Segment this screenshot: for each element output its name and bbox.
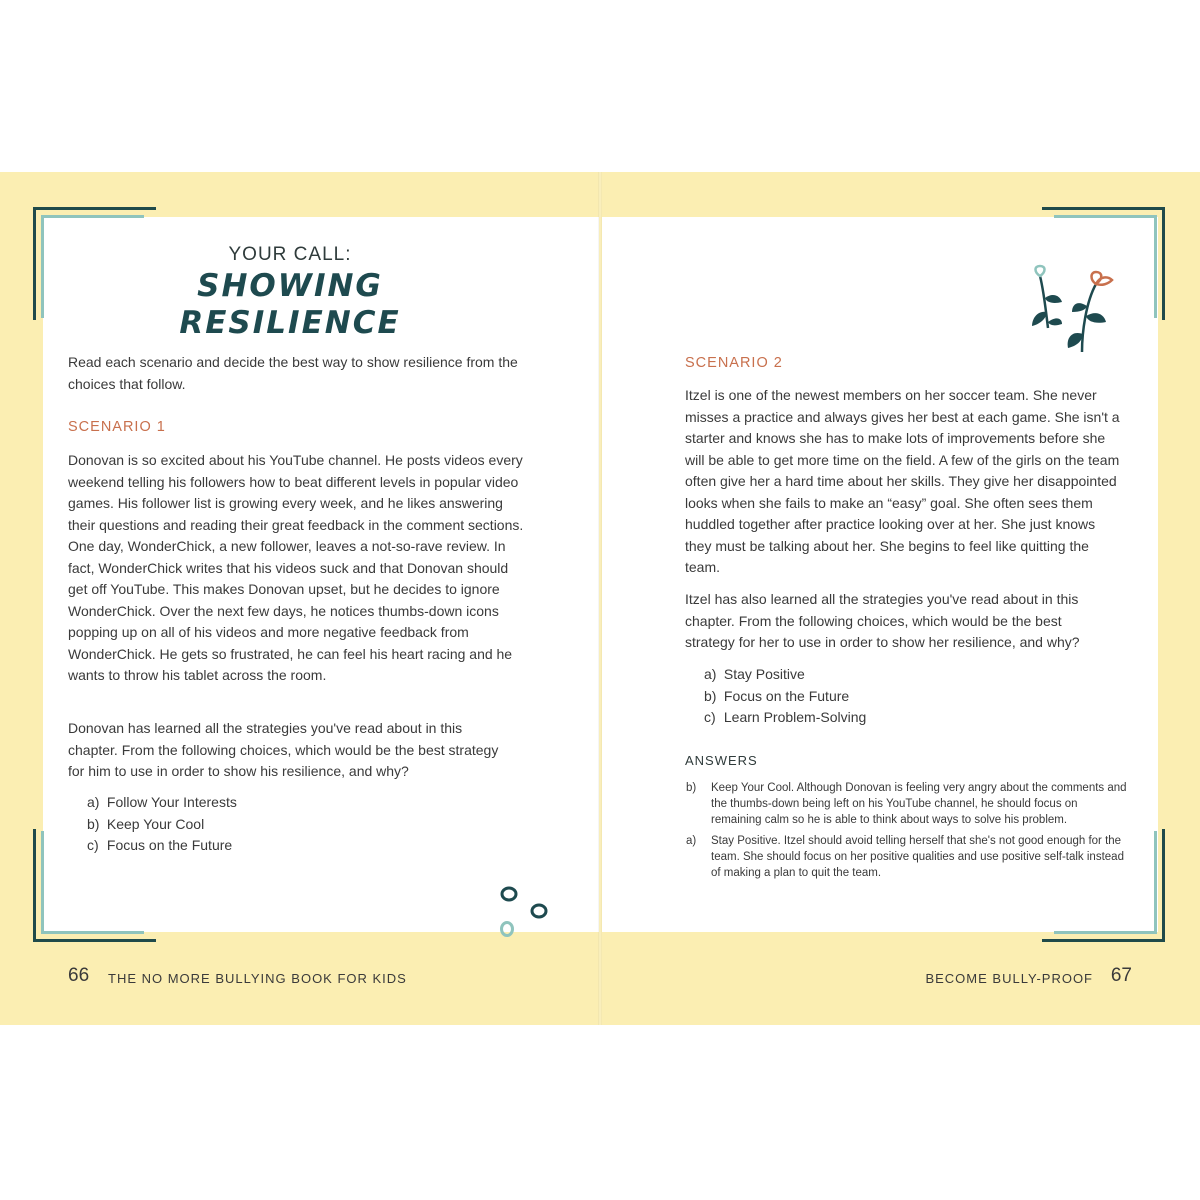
answers-heading: ANSWERS (685, 753, 758, 768)
answer-item: a) Stay Positive. Itzel should avoid telling herself that she's not good enough for the team. She should focus on her positive qualities and use positive self-talk instead of making a plan to quit the team. (686, 835, 1124, 879)
choice-item: a) Stay Positive (704, 666, 805, 682)
page-title-line-1: SHOWING (197, 268, 383, 304)
scenario-1-question: Donovan has learned all the strategies you've read about in this chapter. From the following choices, which would be the best strategy for him to use in order to show his resilience, and why? (68, 720, 499, 779)
flower-sprigs-icon (1020, 262, 1120, 358)
book-gutter (598, 172, 602, 1025)
scenario-1-heading: SCENARIO 1 (68, 419, 166, 435)
circles-doodle-icon (494, 882, 554, 942)
right-running-head: BECOME BULLY-PROOF (925, 971, 1093, 986)
choice-item: b) Keep Your Cool (87, 815, 205, 832)
section-kicker: YOUR CALL: (228, 244, 352, 265)
page-title-line-2: RESILIENCE (179, 305, 401, 341)
scenario-2-choices (704, 664, 866, 729)
choice-item: b) Focus on the Future (704, 687, 850, 704)
left-running-head: THE NO MORE BULLYING BOOK FOR KIDS (108, 971, 407, 986)
scenario-2-text: Itzel is one of the newest members on her soccer team. She never misses a practice and always gives her best at each game. She isn't a starter and knows she has to make lots of improvements before she will be able to get more time on the field. A few of the girls on the team often give her a hard time about her skills. They give her disappointed looks when she fails to make an “easy” goal. She often sees them huddled together after practice looking over at her. She just knows they must be talking about her. She begins to feel like quitting the team. (685, 387, 1120, 575)
left-page-number: 66 (68, 965, 90, 986)
choice-item: a) Follow Your Interests (87, 794, 237, 810)
answer-item: b) Keep Your Cool. Although Donovan is feeling very angry about the comments and the thumbs-down being left on his YouTube channel, he should focus on remaining calm so he is able to think about ways to solve his problem. (686, 782, 1127, 826)
answers-list (686, 780, 1131, 881)
scenario-2-heading: SCENARIO 2 (685, 355, 783, 371)
scenario-1-choices (87, 792, 237, 857)
intro-paragraph: Read each scenario and decide the best way to show resilience from the choices that follow. (68, 354, 518, 392)
choice-item: c) Focus on the Future (87, 837, 233, 853)
choice-item: c) Learn Problem-Solving (704, 709, 867, 725)
right-page-number: 67 (1110, 965, 1132, 986)
scenario-2-question: Itzel has also learned all the strategies you've read about in this chapter. From the following choices, which would be the best strategy for her to use in order to show her resilience, and why? (685, 591, 1080, 650)
scenario-1-text: Donovan is so excited about his YouTube channel. He posts videos every weekend telling his followers how to beat different levels in popular video games. His follower list is growing every week, and he likes answering their questions and reading their great feedback in the comment sections. One day, WonderChick, a new follower, leaves a not-so-rave review. In fact, WonderChick writes that his videos suck and that Donovan should get off YouTube. This makes Donovan upset, but he decides to ignore WonderChick. Over the next few days, he notices thumbs-down icons popping up on all of his videos and more negative feedback from WonderChick. He gets so frustrated, he can feel his heart racing and he wants to throw his tablet across the room. (68, 452, 524, 683)
